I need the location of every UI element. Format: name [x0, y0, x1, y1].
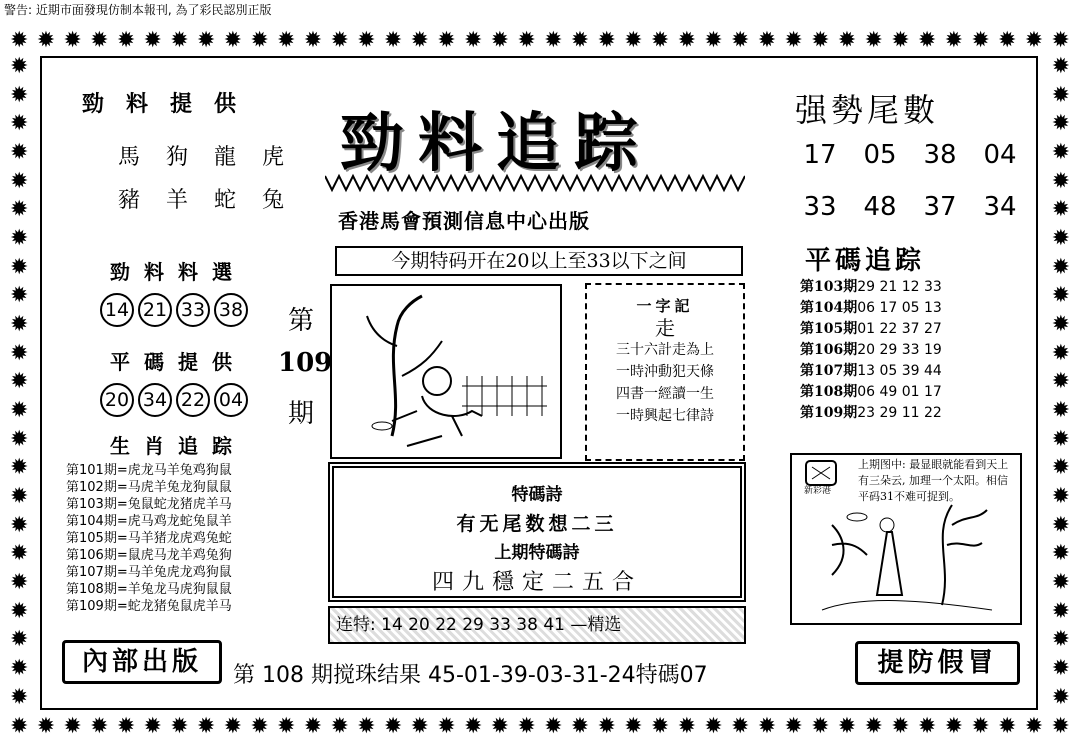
sun-icon: ✹ — [1051, 484, 1070, 510]
sun-icon: ✹ — [1051, 426, 1070, 452]
inside-badge: 內部出版 — [62, 640, 222, 684]
list-item: 第101期=虎龙马羊兔鸡狗鼠 — [66, 463, 232, 478]
sun-icon: ✹ — [1051, 398, 1070, 424]
sun-icon: ✹ — [891, 28, 910, 53]
sun-icon: ✹ — [10, 140, 29, 166]
sun-icon: ✹ — [1051, 168, 1070, 194]
list-item — [800, 319, 942, 340]
sx-list — [66, 462, 232, 615]
sun-border-top — [10, 30, 1070, 52]
sun-icon: ✹ — [143, 714, 162, 739]
sun-icon: ✹ — [517, 28, 536, 53]
list-item — [800, 403, 942, 424]
tm-line: 有无尾数想二三 — [456, 513, 618, 535]
sun-icon: ✹ — [10, 168, 29, 194]
pm-nums: 29 21 12 33 — [857, 279, 942, 295]
sun-icon: ✹ — [10, 455, 29, 481]
flat-numbers — [100, 383, 248, 417]
issue-prefix: 第 — [288, 306, 315, 336]
sun-icon: ✹ — [10, 398, 29, 424]
sun-icon: ✹ — [730, 28, 750, 53]
sun-icon: ✹ — [116, 28, 136, 53]
sun-icon: ✹ — [1051, 455, 1070, 481]
sun-icon: ✹ — [1051, 714, 1070, 739]
sun-icon: ✹ — [517, 714, 536, 739]
sun-icon: ✹ — [63, 28, 82, 53]
sun-icon: ✹ — [784, 714, 803, 739]
sun-icon: ✹ — [1024, 28, 1044, 53]
tail-number: 05 — [863, 140, 897, 170]
sun-icon: ✹ — [490, 28, 510, 53]
sun-icon: ✹ — [357, 714, 376, 739]
tail-title: 强勢尾數 — [795, 91, 940, 129]
selection-bar: 连特: 14 20 22 29 33 38 41 —精选 — [328, 606, 746, 644]
sun-icon: ✹ — [437, 714, 456, 739]
list-item: 第104期=虎马鸡龙蛇兔鼠羊 — [66, 514, 232, 529]
sun-icon: ✹ — [1051, 684, 1070, 710]
pm-issue: 第109期 — [800, 405, 858, 421]
sun-icon: ✹ — [757, 28, 777, 53]
pm-issue: 第107期 — [800, 363, 858, 379]
sun-icon: ✹ — [277, 714, 296, 739]
sun-icon: ✹ — [1051, 627, 1070, 653]
sun-icon: ✹ — [1051, 254, 1070, 280]
sun-icon: ✹ — [196, 28, 216, 53]
sun-icon: ✹ — [63, 714, 82, 739]
sun-border-bottom — [10, 716, 1070, 738]
prev-title: 上期特碼詩 — [494, 543, 580, 563]
sun-icon: ✹ — [971, 714, 990, 739]
issue-suffix: 期 — [288, 399, 315, 429]
sun-icon: ✹ — [624, 714, 643, 739]
sun-icon: ✹ — [490, 714, 510, 739]
sun-icon: ✹ — [10, 340, 29, 366]
sun-icon: ✹ — [250, 714, 269, 739]
sun-icon: ✹ — [650, 28, 670, 53]
sun-icon: ✹ — [223, 714, 243, 739]
sun-icon: ✹ — [704, 714, 723, 739]
pick-title: 勁料料選 — [110, 260, 246, 284]
sun-icon: ✹ — [1051, 82, 1070, 108]
beware-badge: 提防假冒 — [855, 641, 1020, 685]
illustration — [330, 284, 562, 459]
tm-poem-box — [328, 462, 746, 602]
sun-icon: ✹ — [10, 512, 29, 538]
sun-icon: ✹ — [10, 54, 29, 79]
pick-number: 21 — [138, 293, 172, 327]
hint-logo: 新彩港 — [804, 486, 832, 496]
notice-box: 今期特码开在20以上至33以下之间 — [335, 246, 743, 276]
pm-issue: 第103期 — [800, 279, 858, 295]
sun-icon: ✹ — [10, 28, 29, 53]
pm-nums: 01 22 37 27 — [857, 321, 942, 337]
pick-numbers — [100, 293, 248, 327]
tail-row-2 — [795, 192, 1025, 222]
sun-icon: ✹ — [597, 714, 616, 739]
sun-icon: ✹ — [10, 684, 29, 710]
sun-icon: ✹ — [10, 111, 29, 137]
warning-text: 警告: 近期市面發現仿制本報刊, 為了彩民認別正版 — [4, 3, 272, 17]
sun-icon: ✹ — [864, 28, 883, 53]
poem-title: 一字記 — [636, 297, 694, 315]
sun-icon: ✹ — [303, 28, 323, 53]
sun-icon: ✹ — [277, 28, 296, 53]
sun-icon: ✹ — [944, 714, 964, 739]
pick-number: 38 — [214, 293, 248, 327]
poem-word: 走 — [655, 316, 675, 340]
list-item: 第107期=马羊兔虎龙鸡狗鼠 — [66, 565, 232, 580]
sun-icon: ✹ — [10, 283, 29, 309]
list-item: 第103期=兔鼠蛇龙猪虎羊马 — [66, 497, 232, 512]
sun-icon: ✹ — [143, 28, 162, 53]
sun-icon: ✹ — [677, 28, 697, 53]
sun-icon: ✹ — [10, 426, 29, 452]
sun-icon: ✹ — [250, 28, 269, 53]
sun-icon: ✹ — [757, 714, 777, 739]
pick-number: 14 — [100, 293, 134, 327]
sun-icon: ✹ — [463, 714, 483, 739]
sun-icon: ✹ — [10, 714, 29, 739]
sun-icon: ✹ — [1051, 570, 1070, 596]
sun-icon: ✹ — [10, 226, 29, 252]
pm-nums: 13 05 39 44 — [857, 363, 942, 379]
sun-icon: ✹ — [10, 369, 29, 395]
sun-icon: ✹ — [570, 714, 590, 739]
farmer-illustration — [332, 286, 560, 457]
sun-icon: ✹ — [544, 714, 563, 739]
list-item — [800, 361, 942, 382]
sun-icon: ✹ — [410, 714, 429, 739]
pm-list — [800, 277, 942, 424]
sun-icon: ✹ — [10, 598, 29, 624]
result-line: 第 108 期搅珠结果 45-01-39-03-31-24特碼07 — [233, 663, 708, 688]
pm-nums: 23 29 11 22 — [857, 405, 942, 421]
pm-issue: 第106期 — [800, 342, 858, 358]
sun-icon: ✹ — [1051, 656, 1070, 682]
flat-number: 04 — [214, 383, 248, 417]
sun-icon: ✹ — [36, 28, 56, 53]
sun-icon: ✹ — [544, 28, 563, 53]
sun-icon: ✹ — [837, 28, 857, 53]
sun-icon: ✹ — [784, 28, 803, 53]
tm-title: 特碼詩 — [511, 485, 563, 505]
poem-line: 一時沖動犯天條 — [616, 364, 714, 380]
tail-row-1 — [795, 140, 1025, 170]
poem-line: 四書一經讀一生 — [616, 386, 714, 402]
flat-title: 平碼提供 — [110, 350, 246, 374]
list-item — [800, 382, 942, 403]
sun-icon: ✹ — [1051, 197, 1070, 223]
tail-number: 17 — [803, 140, 837, 170]
pm-issue: 第108期 — [800, 384, 858, 400]
header-left: 勁料提供 — [82, 91, 259, 117]
sun-icon: ✹ — [624, 28, 643, 53]
tail-number: 48 — [863, 192, 897, 222]
sun-icon: ✹ — [864, 714, 883, 739]
sun-icon: ✹ — [90, 714, 109, 739]
sun-icon: ✹ — [917, 28, 937, 53]
sun-icon: ✹ — [1051, 140, 1070, 166]
sun-icon: ✹ — [704, 28, 723, 53]
sun-icon: ✹ — [10, 312, 29, 338]
list-item — [800, 298, 942, 319]
sun-icon: ✹ — [917, 714, 937, 739]
sun-icon: ✹ — [170, 714, 189, 739]
sun-icon: ✹ — [10, 254, 29, 280]
sun-icon: ✹ — [811, 714, 830, 739]
sun-icon: ✹ — [383, 714, 403, 739]
sun-icon: ✹ — [1051, 28, 1070, 53]
list-item: 第102期=马虎羊兔龙狗鼠鼠 — [66, 480, 232, 495]
page-title: 勁料追踪 — [340, 106, 652, 181]
tail-number: 04 — [983, 140, 1017, 170]
sun-icon: ✹ — [36, 714, 56, 739]
list-item — [800, 277, 942, 298]
sun-icon: ✹ — [303, 714, 323, 739]
sx-title: 生肖追踪 — [110, 434, 246, 458]
sun-icon: ✹ — [1051, 312, 1070, 338]
sun-icon: ✹ — [998, 714, 1017, 739]
pm-issue: 第104期 — [800, 300, 858, 316]
poem-line: 三十六計走為上 — [616, 342, 714, 358]
sun-icon: ✹ — [116, 714, 136, 739]
sun-icon: ✹ — [1051, 512, 1070, 538]
sun-icon: ✹ — [570, 28, 590, 53]
pm-nums: 20 29 33 19 — [857, 342, 942, 358]
sun-icon: ✹ — [677, 714, 697, 739]
sun-icon: ✹ — [1051, 54, 1070, 79]
sun-icon: ✹ — [437, 28, 456, 53]
sun-icon: ✹ — [10, 197, 29, 223]
list-item: 第109期=蛇龙猪兔鼠虎羊马 — [66, 599, 232, 614]
publisher: 香港馬會預測信息中心出版 — [338, 209, 590, 233]
list-item: 第105期=马羊猪龙虎鸡兔蛇 — [66, 531, 232, 546]
sun-icon: ✹ — [170, 28, 189, 53]
poem-line: 一時興起七律詩 — [616, 408, 714, 424]
sun-icon: ✹ — [811, 28, 830, 53]
sun-icon: ✹ — [10, 541, 29, 567]
issue-number: 109 — [278, 348, 333, 378]
list-item: 第106期=鼠虎马龙羊鸡兔狗 — [66, 548, 232, 563]
sun-icon: ✹ — [971, 28, 990, 53]
pick-number: 33 — [176, 293, 210, 327]
flat-number: 20 — [100, 383, 134, 417]
sun-icon: ✹ — [10, 627, 29, 653]
poem-box — [585, 283, 745, 461]
sun-icon: ✹ — [1051, 283, 1070, 309]
sun-icon: ✹ — [1051, 598, 1070, 624]
sun-icon: ✹ — [330, 28, 349, 53]
list-item — [800, 340, 942, 361]
tail-number: 38 — [923, 140, 957, 170]
sun-icon: ✹ — [196, 714, 216, 739]
tail-number: 34 — [983, 192, 1017, 222]
pm-title: 平碼追踪 — [805, 246, 926, 276]
sun-icon: ✹ — [463, 28, 483, 53]
prev-line: 四九穩定二五合 — [431, 570, 642, 595]
pm-issue: 第105期 — [800, 321, 858, 337]
sun-icon: ✹ — [837, 714, 857, 739]
sun-icon: ✹ — [90, 28, 109, 53]
sun-icon: ✹ — [1051, 369, 1070, 395]
sun-icon: ✹ — [944, 28, 964, 53]
pm-nums: 06 49 01 17 — [857, 384, 942, 400]
sun-icon: ✹ — [1051, 340, 1070, 366]
hint-text: 上期图中: 最显眼就能看到天上有三朵云, 加理一个太阳。相信平码31不难可捉到。 — [858, 458, 1009, 503]
sun-icon: ✹ — [10, 484, 29, 510]
pm-nums: 06 17 05 13 — [857, 300, 942, 316]
sun-icon: ✹ — [357, 28, 376, 53]
sun-icon: ✹ — [998, 28, 1017, 53]
sun-icon: ✹ — [1051, 226, 1070, 252]
list-item: 第108期=羊兔龙马虎狗鼠鼠 — [66, 582, 232, 597]
flat-number: 22 — [176, 383, 210, 417]
sun-border-left — [10, 56, 28, 709]
sun-icon: ✹ — [1051, 541, 1070, 567]
sun-icon: ✹ — [330, 714, 349, 739]
sun-icon: ✹ — [10, 82, 29, 108]
sun-icon: ✹ — [1051, 111, 1070, 137]
sun-icon: ✹ — [891, 714, 910, 739]
sun-icon: ✹ — [650, 714, 670, 739]
sun-icon: ✹ — [597, 28, 616, 53]
sun-icon: ✹ — [223, 28, 243, 53]
sun-icon: ✹ — [10, 570, 29, 596]
tail-number: 37 — [923, 192, 957, 222]
sun-icon: ✹ — [410, 28, 429, 53]
zodiac-row-2: 豬羊蛇兔 — [118, 188, 311, 213]
tail-number: 33 — [803, 192, 837, 222]
flat-number: 34 — [138, 383, 172, 417]
sun-border-right — [1052, 56, 1070, 709]
sun-icon: ✹ — [1024, 714, 1044, 739]
sun-icon: ✹ — [383, 28, 403, 53]
sun-icon: ✹ — [730, 714, 750, 739]
sun-icon: ✹ — [10, 656, 29, 682]
zigzag-divider — [325, 172, 745, 194]
zodiac-row-1: 馬狗龍虎 — [118, 145, 311, 170]
